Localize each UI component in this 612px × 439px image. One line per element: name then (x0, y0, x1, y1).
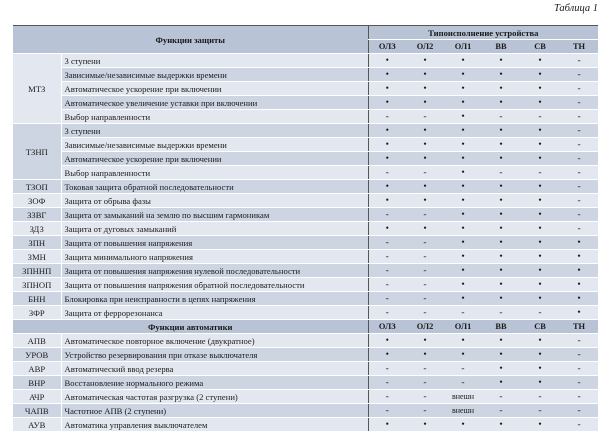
table-row (13, 376, 598, 390)
variant-value: • (520, 362, 560, 376)
variant-value: - (406, 376, 444, 390)
variant-value: • (520, 222, 560, 236)
variant-value: - (482, 110, 520, 124)
function-description: Автоматическое ускорение при включении (61, 82, 368, 96)
variant-value: • (520, 68, 560, 82)
variant-value: - (368, 390, 406, 404)
table-row (13, 166, 598, 180)
variant-column-header: ТН (560, 40, 598, 54)
table-row (13, 236, 598, 250)
variant-column-header: ВВ (482, 40, 520, 54)
variant-value: • (368, 334, 406, 348)
table-row (13, 180, 598, 194)
variant-value: - (520, 306, 560, 320)
table-row (13, 404, 598, 418)
table-row (13, 54, 598, 68)
variant-value: • (482, 138, 520, 152)
variant-value: - (444, 362, 482, 376)
function-description: 3 ступени (61, 124, 368, 138)
function-description: Восстановление нормального режима (61, 376, 368, 390)
functions-table (13, 25, 598, 432)
function-description: Зависимые/независимые выдержки времени (61, 68, 368, 82)
variant-value: - (560, 166, 598, 180)
variant-value: - (520, 166, 560, 180)
variant-value: - (560, 208, 598, 222)
function-code: ВНР (13, 376, 61, 390)
variant-value: • (444, 82, 482, 96)
variant-value: • (444, 68, 482, 82)
variant-value: • (406, 194, 444, 208)
variant-value: • (520, 278, 560, 292)
variant-value: • (560, 278, 598, 292)
variant-value: - (482, 306, 520, 320)
variant-value: • (444, 236, 482, 250)
table-row (13, 110, 598, 124)
variant-value: - (368, 362, 406, 376)
variant-value: • (444, 152, 482, 166)
variant-value: - (560, 334, 598, 348)
variant-value: • (520, 236, 560, 250)
variant-value: - (368, 110, 406, 124)
variant-column-header: ОЛ2 (406, 320, 444, 334)
variant-value: • (560, 306, 598, 320)
table-row (13, 124, 598, 138)
variant-value: • (482, 348, 520, 362)
function-description: Защита от повышения напряжения нулевой последовательности (61, 264, 368, 278)
table-row (13, 250, 598, 264)
variant-value: • (444, 96, 482, 110)
variant-value: • (520, 124, 560, 138)
variant-value: - (368, 306, 406, 320)
variant-value: - (560, 138, 598, 152)
table-row (13, 418, 598, 432)
function-code: ЗПН (13, 236, 61, 250)
variant-value: • (482, 152, 520, 166)
variant-value: - (560, 180, 598, 194)
variant-value: - (406, 208, 444, 222)
variant-column-header: ВВ (482, 320, 520, 334)
variant-value: • (520, 418, 560, 432)
variant-value: • (560, 292, 598, 306)
table-row (13, 222, 598, 236)
variant-value: • (520, 82, 560, 96)
function-description: Автоматический ввод резерва (61, 362, 368, 376)
table-row (13, 348, 598, 362)
variant-value: • (368, 194, 406, 208)
variant-value: • (406, 82, 444, 96)
variant-value: • (560, 264, 598, 278)
function-code: АВР (13, 362, 61, 376)
function-code: ЗМН (13, 250, 61, 264)
table-row (13, 264, 598, 278)
function-description: Выбор направленности (61, 110, 368, 124)
function-code: ЗПНОП (13, 278, 61, 292)
variant-value: • (444, 334, 482, 348)
variant-value: • (444, 208, 482, 222)
variant-value: - (520, 110, 560, 124)
variant-value: • (482, 124, 520, 138)
variant-value: • (368, 138, 406, 152)
variant-value: • (444, 222, 482, 236)
variant-value: - (368, 250, 406, 264)
function-code: УРОВ (13, 348, 61, 362)
function-code: БНН (13, 292, 61, 306)
function-description: Защита от замыканий на землю по высшим гармоникам (61, 208, 368, 222)
table-row (13, 306, 598, 320)
function-description: Защита от повышения напряжения (61, 236, 368, 250)
variant-column-header: СВ (520, 40, 560, 54)
variant-value: - (560, 404, 598, 418)
function-description: Выбор направленности (61, 166, 368, 180)
variant-value: - (560, 222, 598, 236)
variant-value: • (520, 376, 560, 390)
variant-value: - (368, 404, 406, 418)
variant-value: • (482, 68, 520, 82)
variant-value: • (482, 418, 520, 432)
variant-value: • (406, 124, 444, 138)
variant-value: • (406, 68, 444, 82)
variant-value: - (406, 250, 444, 264)
protection-body (13, 54, 598, 320)
variant-value: - (406, 278, 444, 292)
variant-value: • (482, 236, 520, 250)
variant-value: - (406, 390, 444, 404)
function-description: Защита от феррорезонанса (61, 306, 368, 320)
table-row (13, 152, 598, 166)
variant-value: • (482, 222, 520, 236)
variant-value: • (482, 264, 520, 278)
variant-column-header: ОЛ2 (406, 40, 444, 54)
variant-column-header: ОЛЗ (368, 320, 406, 334)
variant-value: - (406, 404, 444, 418)
variant-value: • (520, 250, 560, 264)
variant-value: - (368, 278, 406, 292)
variant-value: • (520, 292, 560, 306)
table-row (13, 208, 598, 222)
variant-value: • (368, 68, 406, 82)
variant-value: • (444, 278, 482, 292)
table-row (13, 138, 598, 152)
variant-value: • (444, 180, 482, 194)
table-row (13, 390, 598, 404)
function-code: АПВ (13, 334, 61, 348)
variant-value: • (444, 348, 482, 362)
variant-value: - (560, 68, 598, 82)
variant-value: - (406, 292, 444, 306)
variant-value: • (520, 348, 560, 362)
protection-header: Функции защиты (13, 26, 368, 54)
table-row (13, 292, 598, 306)
variant-value: - (560, 96, 598, 110)
variant-value: - (560, 348, 598, 362)
variant-value: • (482, 362, 520, 376)
variant-value: - (560, 390, 598, 404)
variant-value: • (444, 124, 482, 138)
function-description: 3 ступени (61, 54, 368, 68)
variant-value: • (368, 348, 406, 362)
function-code: ЗДЗ (13, 222, 61, 236)
function-description: Зависимые/независимые выдержки времени (61, 138, 368, 152)
variant-column-header: ТН (560, 320, 598, 334)
variant-value: • (520, 96, 560, 110)
function-code: МТЗ (13, 54, 61, 124)
table-caption: Таблица 1 (553, 3, 598, 14)
variant-value: - (406, 166, 444, 180)
function-code: ЗПННП (13, 264, 61, 278)
variant-value: • (482, 180, 520, 194)
variant-value: - (368, 264, 406, 278)
variant-value: внешн (444, 404, 482, 418)
automation-header-row (13, 320, 598, 334)
function-description: Блокировка при неисправности в цепях напряжения (61, 292, 368, 306)
function-description: Защита от обрыва фазы (61, 194, 368, 208)
variant-value: • (520, 334, 560, 348)
variant-value: - (482, 390, 520, 404)
function-code: ТЗНП (13, 124, 61, 180)
variant-value: • (482, 250, 520, 264)
variant-value: • (368, 124, 406, 138)
variant-value: - (560, 124, 598, 138)
function-code: АЧР (13, 390, 61, 404)
variant-value: - (560, 54, 598, 68)
variant-value: - (406, 264, 444, 278)
variant-value: • (444, 54, 482, 68)
variant-value: • (368, 418, 406, 432)
variant-value: внешн (444, 390, 482, 404)
variant-value: - (368, 236, 406, 250)
table-row (13, 82, 598, 96)
variant-value: • (482, 82, 520, 96)
function-description: Защита минимального напряжения (61, 250, 368, 264)
variant-value: • (406, 54, 444, 68)
table-row (13, 194, 598, 208)
variant-value: - (444, 376, 482, 390)
variant-value: - (560, 82, 598, 96)
variant-value: • (482, 208, 520, 222)
variant-value: • (406, 348, 444, 362)
table-row (13, 362, 598, 376)
variant-value: • (520, 194, 560, 208)
variant-value: - (406, 236, 444, 250)
variant-value: • (482, 194, 520, 208)
function-code: АУВ (13, 418, 61, 432)
variant-value: - (406, 306, 444, 320)
variant-value: • (368, 152, 406, 166)
variant-value: - (368, 376, 406, 390)
variant-column-header: ОЛ1 (444, 40, 482, 54)
variant-column-header: ОЛЗ (368, 40, 406, 54)
function-description: Частотное АПВ (2 ступени) (61, 404, 368, 418)
variant-value: • (444, 292, 482, 306)
variant-value: - (560, 362, 598, 376)
variant-value: • (520, 138, 560, 152)
variant-value: • (406, 334, 444, 348)
automation-body (13, 320, 598, 432)
function-description: Автоматическая частотая разгрузка (2 ступени) (61, 390, 368, 404)
variant-value: • (406, 180, 444, 194)
table-header (13, 26, 598, 54)
variant-value: - (560, 110, 598, 124)
variant-value: • (444, 110, 482, 124)
variant-value: • (368, 180, 406, 194)
variant-value: • (560, 250, 598, 264)
variant-value: - (482, 404, 520, 418)
function-description: Защита от дуговых замыканий (61, 222, 368, 236)
variant-value: • (444, 250, 482, 264)
variant-value: • (520, 54, 560, 68)
variant-value: • (444, 194, 482, 208)
variant-value: • (482, 292, 520, 306)
variant-value: • (444, 166, 482, 180)
variant-value: • (368, 96, 406, 110)
variant-value: • (406, 152, 444, 166)
function-description: Токовая защита обратной последовательности (61, 180, 368, 194)
variant-value: • (482, 376, 520, 390)
variant-value: • (406, 222, 444, 236)
variant-value: - (520, 404, 560, 418)
variant-value: • (482, 54, 520, 68)
variant-value: • (520, 264, 560, 278)
variant-value: - (520, 390, 560, 404)
table-row (13, 334, 598, 348)
variant-value: • (482, 334, 520, 348)
automation-header: Функции автоматики (13, 320, 368, 334)
variant-value: - (560, 152, 598, 166)
variant-value: • (406, 138, 444, 152)
function-description: Автоматика управления выключателем (61, 418, 368, 432)
variant-column-header: СВ (520, 320, 560, 334)
function-code: ЗЗВГ (13, 208, 61, 222)
variant-value: • (520, 152, 560, 166)
variant-value: - (560, 418, 598, 432)
variant-value: • (368, 82, 406, 96)
function-description: Устройство резервирования при отказе выключателя (61, 348, 368, 362)
variant-value: - (560, 194, 598, 208)
table-row (13, 96, 598, 110)
variant-value: • (482, 96, 520, 110)
function-description: Автоматическое ускорение при включении (61, 152, 368, 166)
variant-value: - (444, 306, 482, 320)
variant-value: • (444, 418, 482, 432)
variant-value: • (368, 222, 406, 236)
variant-value: • (560, 236, 598, 250)
function-description: Автоматическое повторное включение (двукратное) (61, 334, 368, 348)
variant-value: - (482, 166, 520, 180)
table-row (13, 68, 598, 82)
variant-value: • (520, 208, 560, 222)
variant-value: • (482, 278, 520, 292)
function-code: ЗОФ (13, 194, 61, 208)
variant-value: - (560, 376, 598, 390)
variant-value: - (406, 362, 444, 376)
variant-value: - (368, 166, 406, 180)
function-description: Автоматическое увеличение уставки при включении (61, 96, 368, 110)
function-code: ЗФР (13, 306, 61, 320)
variant-value: • (444, 138, 482, 152)
variant-value: - (368, 208, 406, 222)
function-code: ТЗОП (13, 180, 61, 194)
variant-header: Типоисполнение устройства (368, 26, 598, 40)
variant-value: • (406, 418, 444, 432)
function-description: Защита от повышения напряжения обратной последовательности (61, 278, 368, 292)
table-row (13, 278, 598, 292)
variant-value: • (444, 264, 482, 278)
function-code: ЧАПВ (13, 404, 61, 418)
variant-value: - (368, 292, 406, 306)
variant-value: • (406, 96, 444, 110)
variant-value: • (368, 54, 406, 68)
variant-column-header: ОЛ1 (444, 320, 482, 334)
variant-value: - (406, 110, 444, 124)
variant-value: • (520, 180, 560, 194)
